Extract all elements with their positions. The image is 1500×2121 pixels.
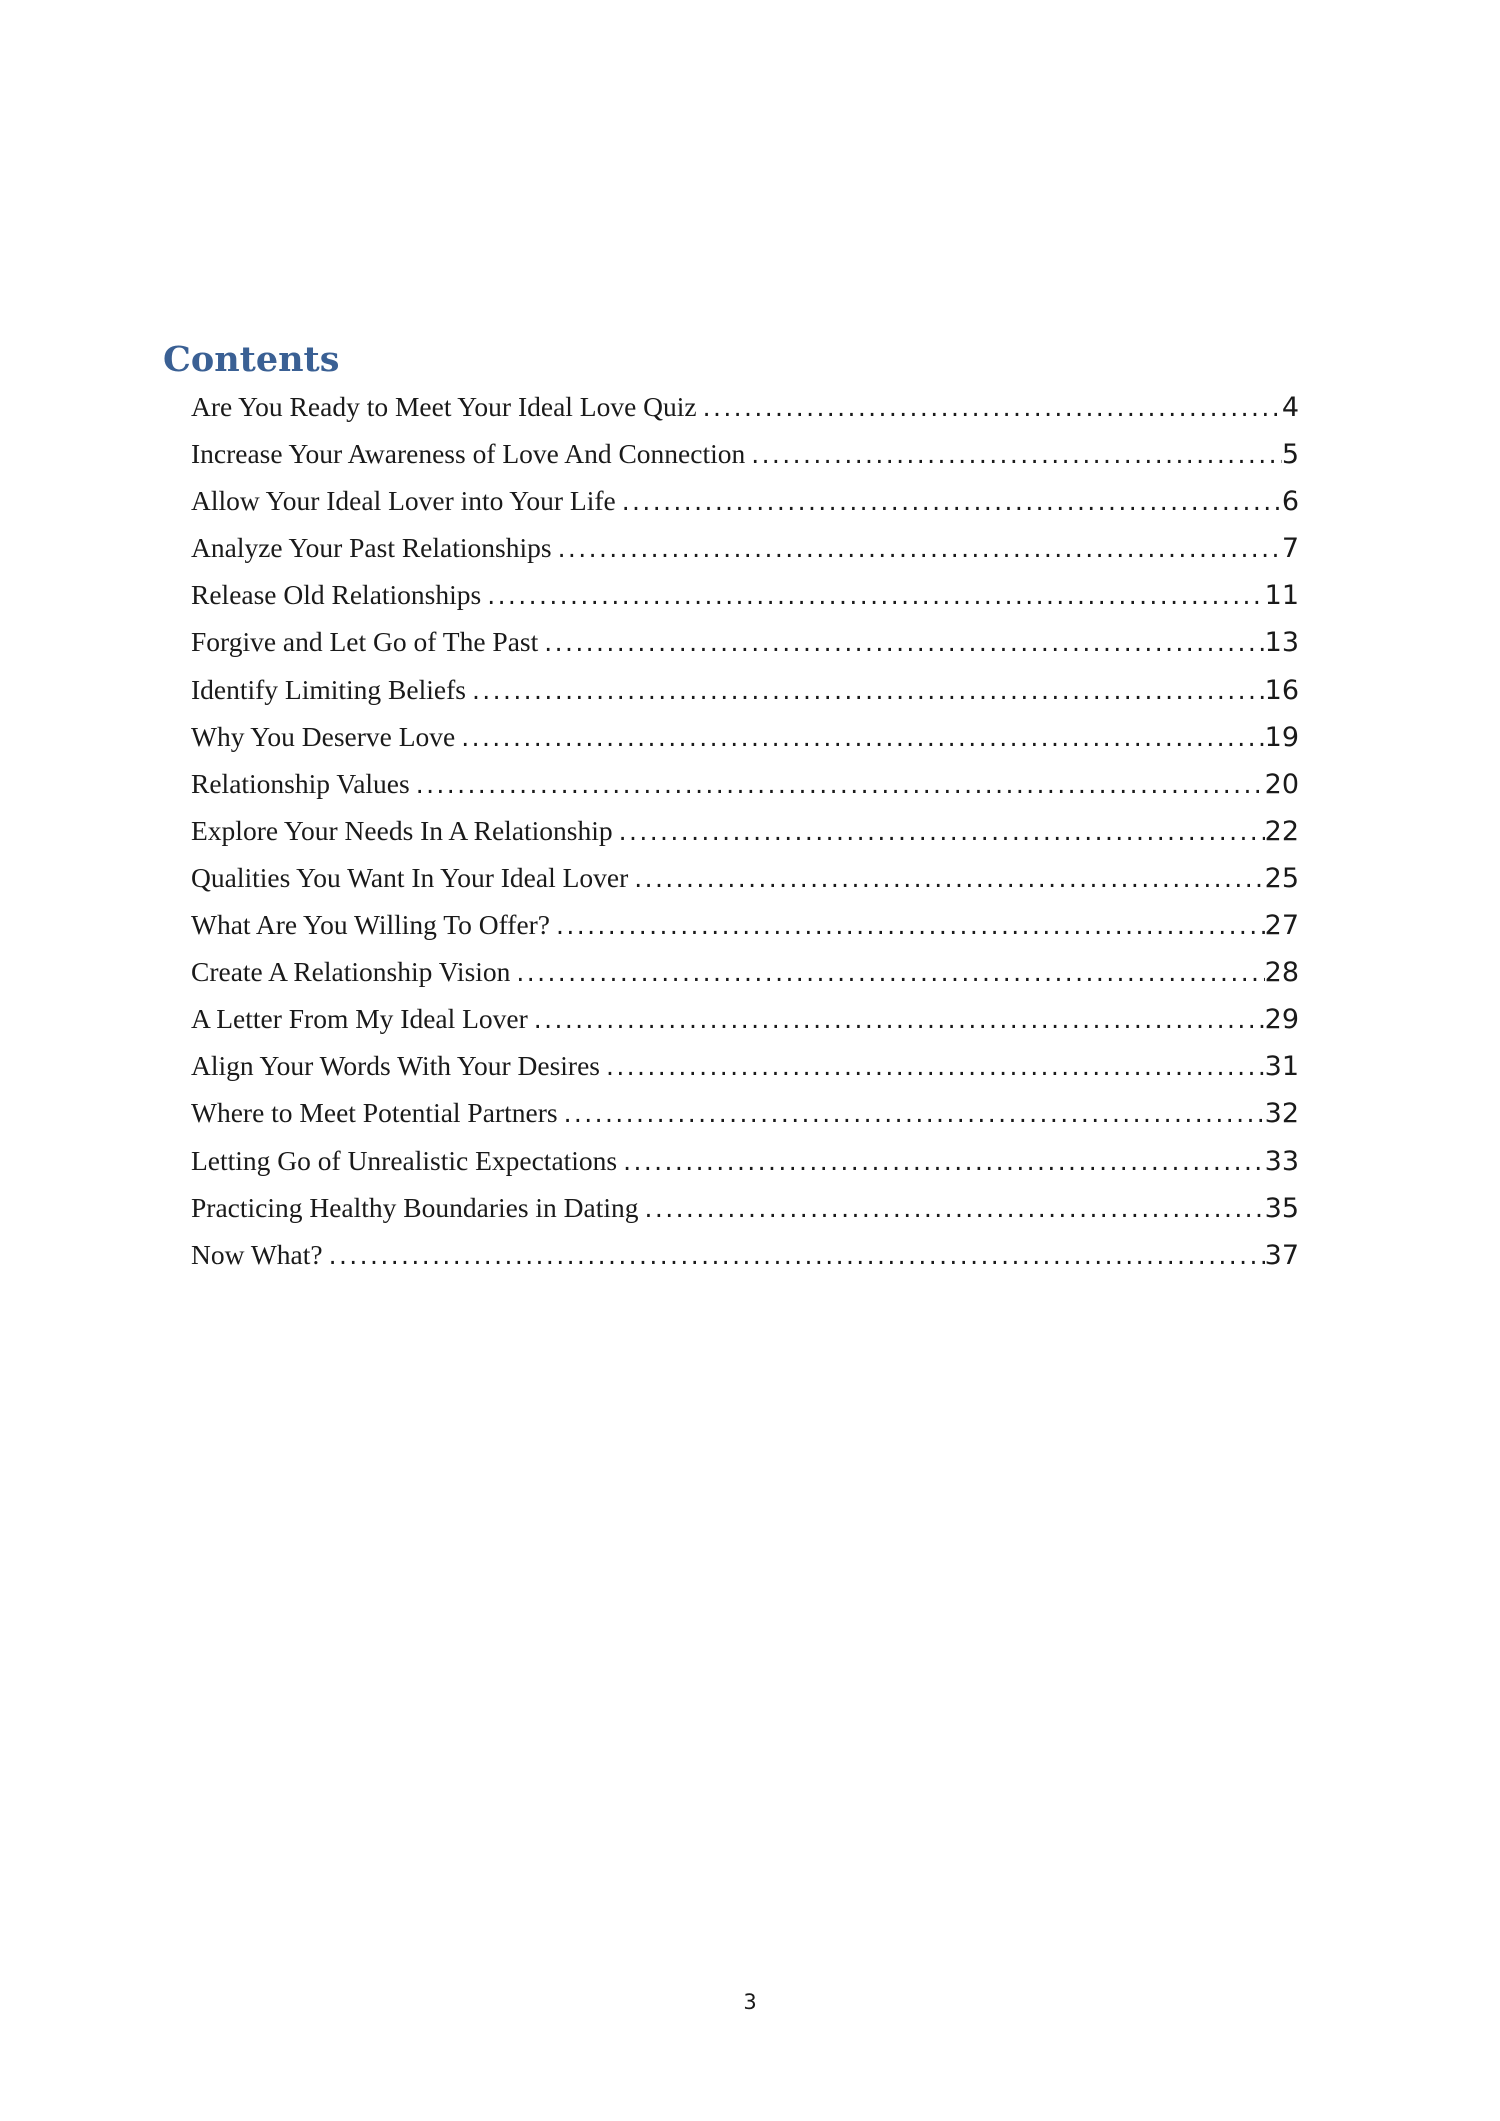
toc-entry-page: 31 — [1264, 1051, 1299, 1083]
toc-dot-leader — [510, 949, 1264, 995]
toc-entry[interactable] — [191, 383, 1299, 430]
toc-entry-title: Create A Relationship Vision — [191, 956, 511, 988]
toc-entry-title: Forgive and Let Go of The Past — [191, 626, 539, 658]
toc-dot-leader — [613, 808, 1265, 854]
toc-entry[interactable] — [191, 854, 1299, 901]
toc-entry-title: Release Old Relationships — [191, 579, 482, 611]
toc-dot-leader — [600, 1043, 1265, 1089]
toc-entry-title: Relationship Values — [191, 767, 410, 799]
toc-entry-page: 16 — [1264, 674, 1299, 706]
toc-entry-title: Qualities You Want In Your Ideal Lover — [191, 861, 629, 893]
toc-entry-page: 35 — [1264, 1192, 1299, 1224]
toc-dot-leader — [481, 572, 1264, 618]
toc-dot-leader — [466, 667, 1265, 713]
toc-dot-leader — [745, 431, 1282, 477]
toc-entry-page: 5 — [1281, 439, 1299, 471]
toc-entry[interactable] — [191, 760, 1299, 807]
page-number: 3 — [743, 1990, 757, 2014]
toc-entry-title: Letting Go of Unrealistic Expectations — [191, 1144, 618, 1176]
toc-entry-page: 33 — [1264, 1145, 1299, 1177]
toc-entry-title: Where to Meet Potential Partners — [191, 1097, 558, 1129]
toc-entry-title: A Letter From My Ideal Lover — [191, 1003, 528, 1035]
toc-entry[interactable] — [191, 430, 1299, 477]
toc-entry-title: Analyze Your Past Relationships — [191, 532, 552, 564]
toc-dot-leader — [323, 1232, 1265, 1278]
toc-entry[interactable] — [191, 524, 1299, 571]
toc-entry-title: Why You Deserve Love — [191, 720, 456, 752]
toc-entry-title: Are You Ready to Meet Your Ideal Love Quiz — [191, 391, 697, 422]
toc-entry[interactable] — [191, 1184, 1299, 1231]
toc-entry-title: Identify Limiting Beliefs — [191, 673, 466, 705]
toc-entry-title: Allow Your Ideal Lover into Your Life — [191, 485, 616, 517]
toc-entry[interactable] — [191, 618, 1299, 665]
toc-entry-title: Explore Your Needs In A Relationship — [191, 814, 613, 846]
toc-entry-page: 37 — [1264, 1239, 1299, 1271]
toc-dot-leader — [628, 855, 1264, 901]
toc-entry[interactable] — [191, 948, 1299, 995]
toc-entry-page: 20 — [1264, 768, 1299, 800]
toc-entry-page: 13 — [1264, 627, 1299, 659]
toc-entry-title: Increase Your Awareness of Love And Connection — [191, 438, 746, 470]
toc-entry[interactable] — [191, 1137, 1299, 1184]
toc-dot-leader — [616, 478, 1282, 524]
toc-entry[interactable] — [191, 807, 1299, 854]
toc-entry-page: 4 — [1281, 392, 1299, 423]
toc-entry[interactable] — [191, 477, 1299, 524]
toc-entry-page: 6 — [1281, 486, 1299, 518]
toc-dot-leader — [410, 761, 1265, 807]
toc-entry-title: Align Your Words With Your Desires — [191, 1050, 600, 1082]
toc-dot-leader — [558, 1090, 1265, 1136]
toc-entry-page: 27 — [1264, 910, 1299, 942]
toc-entry[interactable] — [191, 901, 1299, 948]
toc-entry[interactable] — [191, 995, 1299, 1042]
toc-dot-leader — [697, 384, 1282, 430]
table-of-contents — [191, 383, 1299, 1278]
toc-entry-page: 29 — [1264, 1004, 1299, 1036]
toc-entry-page: 7 — [1281, 533, 1299, 565]
contents-heading: Contents — [163, 339, 340, 380]
toc-entry[interactable] — [191, 571, 1299, 618]
toc-entry-title: What Are You Willing To Offer? — [191, 909, 551, 941]
toc-entry[interactable] — [191, 1042, 1299, 1089]
toc-dot-leader — [550, 902, 1265, 948]
toc-entry-title: Now What? — [191, 1238, 323, 1270]
toc-entry[interactable] — [191, 1231, 1299, 1278]
toc-entry-page: 25 — [1264, 862, 1299, 894]
toc-dot-leader — [528, 996, 1265, 1042]
toc-dot-leader — [455, 714, 1264, 760]
toc-dot-leader — [617, 1138, 1265, 1184]
toc-entry-page: 11 — [1264, 580, 1299, 612]
toc-dot-leader — [639, 1185, 1265, 1231]
toc-dot-leader — [538, 619, 1264, 665]
toc-entry-page: 19 — [1264, 721, 1299, 753]
toc-entry-title: Practicing Healthy Boundaries in Dating — [191, 1191, 639, 1223]
toc-entry[interactable] — [191, 666, 1299, 713]
toc-entry-page: 28 — [1264, 957, 1299, 989]
toc-entry-page: 22 — [1264, 815, 1299, 847]
toc-dot-leader — [552, 525, 1282, 571]
toc-entry[interactable] — [191, 713, 1299, 760]
toc-entry-page: 32 — [1264, 1098, 1299, 1130]
toc-entry[interactable] — [191, 1089, 1299, 1136]
